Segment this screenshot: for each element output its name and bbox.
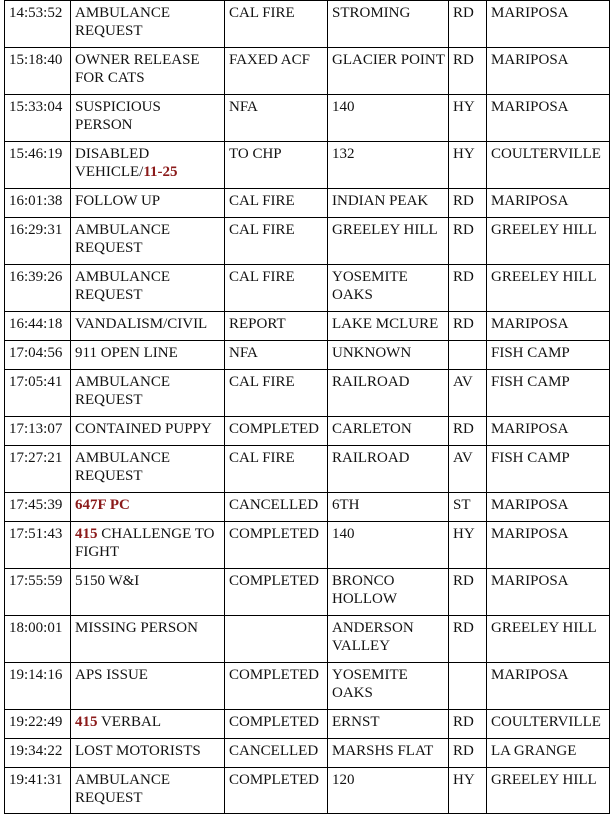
street-cell: 132 [328, 142, 449, 189]
disposition-cell: COMPLETED [225, 522, 328, 569]
disposition-cell: CAL FIRE [225, 218, 328, 265]
city-cell: MARIPOSA [487, 1, 610, 48]
call-type-text: LOST MOTORISTS [75, 743, 201, 759]
call-code-highlight: 11-25 [143, 164, 178, 180]
street-cell: YOSEMITE OAKS [328, 663, 449, 710]
disposition-cell: CANCELLED [225, 493, 328, 522]
call-type-text: APS ISSUE [75, 667, 148, 683]
street-type-cell: HY [449, 95, 487, 142]
call-type-text: DISABLED VEHICLE/ [75, 146, 150, 180]
street-type-cell: AV [449, 446, 487, 493]
table-row [5, 312, 610, 341]
street-cell: GLACIER POINT [328, 48, 449, 95]
city-cell: COULTERVILLE [487, 142, 610, 189]
street-cell: UNKNOWN [328, 341, 449, 370]
street-type-cell: RD [449, 218, 487, 265]
table-row [5, 95, 610, 142]
time-cell: 17:04:56 [5, 341, 71, 370]
city-cell: MARIPOSA [487, 95, 610, 142]
street-type-cell: ST [449, 493, 487, 522]
street-type-cell: RD [449, 739, 487, 768]
disposition-cell: COMPLETED [225, 663, 328, 710]
street-type-cell: RD [449, 710, 487, 739]
call-code-highlight: 647F PC [75, 497, 130, 513]
table-row [5, 189, 610, 218]
call-type-cell [71, 142, 225, 189]
call-type-cell [71, 446, 225, 493]
street-cell: BRONCO HOLLOW [328, 569, 449, 616]
table-row [5, 48, 610, 95]
street-cell: 120 [328, 768, 449, 814]
time-cell: 16:44:18 [5, 312, 71, 341]
call-type-text: VERBAL [97, 714, 161, 730]
call-type-cell [71, 739, 225, 768]
call-type-text: AMBULANCE REQUEST [75, 269, 171, 303]
street-cell: CARLETON [328, 417, 449, 446]
city-cell: MARIPOSA [487, 417, 610, 446]
call-type-cell [71, 616, 225, 663]
table-row [5, 710, 610, 739]
call-type-cell [71, 522, 225, 569]
call-type-text: AMBULANCE REQUEST [75, 450, 171, 484]
table-row [5, 569, 610, 616]
call-type-cell [71, 265, 225, 312]
street-type-cell: HY [449, 768, 487, 814]
table-row [5, 616, 610, 663]
time-cell: 19:34:22 [5, 739, 71, 768]
time-cell: 17:45:39 [5, 493, 71, 522]
table-row [5, 265, 610, 312]
disposition-cell: CAL FIRE [225, 446, 328, 493]
disposition-cell: COMPLETED [225, 768, 328, 814]
street-type-cell: RD [449, 265, 487, 312]
call-code-highlight: 415 [75, 526, 98, 542]
table-row [5, 446, 610, 493]
street-type-cell: RD [449, 312, 487, 341]
time-cell: 19:22:49 [5, 710, 71, 739]
street-cell: STROMING [328, 1, 449, 48]
call-type-text: AMBULANCE REQUEST [75, 772, 171, 806]
call-type-cell [71, 48, 225, 95]
disposition-cell: FAXED ACF [225, 48, 328, 95]
city-cell: GREELEY HILL [487, 616, 610, 663]
street-cell: LAKE MCLURE [328, 312, 449, 341]
table-row [5, 1, 610, 48]
call-type-cell [71, 663, 225, 710]
city-cell: MARIPOSA [487, 189, 610, 218]
street-cell: RAILROAD [328, 446, 449, 493]
street-cell: INDIAN PEAK [328, 189, 449, 218]
disposition-cell: COMPLETED [225, 710, 328, 739]
city-cell: LA GRANGE [487, 739, 610, 768]
street-cell: RAILROAD [328, 370, 449, 417]
time-cell: 17:51:43 [5, 522, 71, 569]
time-cell: 18:00:01 [5, 616, 71, 663]
call-type-text: 911 OPEN LINE [75, 345, 178, 361]
disposition-cell: NFA [225, 95, 328, 142]
street-type-cell: RD [449, 1, 487, 48]
time-cell: 15:46:19 [5, 142, 71, 189]
street-cell: ANDERSON VALLEY [328, 616, 449, 663]
street-type-cell: HY [449, 522, 487, 569]
time-cell: 14:53:52 [5, 1, 71, 48]
street-cell: 6TH [328, 493, 449, 522]
table-row [5, 417, 610, 446]
call-type-text: MISSING PERSON [75, 620, 198, 636]
call-type-cell [71, 1, 225, 48]
table-row [5, 341, 610, 370]
street-type-cell: RD [449, 616, 487, 663]
city-cell: FISH CAMP [487, 446, 610, 493]
call-type-text: FOLLOW UP [75, 193, 161, 209]
call-type-text: SUSPICIOUS PERSON [75, 99, 161, 133]
call-type-text: AMBULANCE REQUEST [75, 5, 171, 39]
call-type-cell [71, 341, 225, 370]
call-type-text: CHALLENGE TO FIGHT [75, 526, 215, 560]
street-cell: 140 [328, 522, 449, 569]
street-type-cell: RD [449, 48, 487, 95]
time-cell: 17:13:07 [5, 417, 71, 446]
street-type-cell [449, 663, 487, 710]
call-type-text: 5150 W&I [75, 573, 140, 589]
time-cell: 17:05:41 [5, 370, 71, 417]
street-type-cell [449, 341, 487, 370]
call-code-highlight: 415 [75, 714, 98, 730]
call-type-cell [71, 95, 225, 142]
call-type-cell [71, 218, 225, 265]
disposition-cell: CAL FIRE [225, 265, 328, 312]
call-log-body [5, 1, 610, 814]
call-type-cell [71, 370, 225, 417]
street-type-cell: HY [449, 142, 487, 189]
call-type-text: AMBULANCE REQUEST [75, 374, 171, 408]
disposition-cell: TO CHP [225, 142, 328, 189]
disposition-cell: REPORT [225, 312, 328, 341]
time-cell: 16:39:26 [5, 265, 71, 312]
table-row [5, 739, 610, 768]
call-type-cell [71, 493, 225, 522]
disposition-cell: CAL FIRE [225, 1, 328, 48]
street-cell: 140 [328, 95, 449, 142]
time-cell: 17:55:59 [5, 569, 71, 616]
city-cell: FISH CAMP [487, 370, 610, 417]
call-type-text: CONTAINED PUPPY [75, 421, 212, 437]
street-cell: ERNST [328, 710, 449, 739]
city-cell: FISH CAMP [487, 341, 610, 370]
city-cell: MARIPOSA [487, 569, 610, 616]
time-cell: 15:33:04 [5, 95, 71, 142]
city-cell: MARIPOSA [487, 312, 610, 341]
city-cell: COULTERVILLE [487, 710, 610, 739]
disposition-cell: CANCELLED [225, 739, 328, 768]
table-row [5, 218, 610, 265]
disposition-cell: COMPLETED [225, 569, 328, 616]
city-cell: GREELEY HILL [487, 768, 610, 814]
street-cell: YOSEMITE OAKS [328, 265, 449, 312]
time-cell: 19:41:31 [5, 768, 71, 814]
call-log-table [4, 0, 610, 814]
disposition-cell: CAL FIRE [225, 370, 328, 417]
street-type-cell: RD [449, 189, 487, 218]
disposition-cell: CAL FIRE [225, 189, 328, 218]
city-cell: MARIPOSA [487, 663, 610, 710]
table-row [5, 663, 610, 710]
time-cell: 17:27:21 [5, 446, 71, 493]
call-type-text: VANDALISM/CIVIL [75, 316, 208, 332]
table-row [5, 768, 610, 814]
street-type-cell: AV [449, 370, 487, 417]
street-type-cell: RD [449, 569, 487, 616]
table-row [5, 522, 610, 569]
call-type-text: OWNER RELEASE FOR CATS [75, 52, 200, 86]
city-cell: MARIPOSA [487, 522, 610, 569]
time-cell: 19:14:16 [5, 663, 71, 710]
call-type-cell [71, 417, 225, 446]
call-type-text: AMBULANCE REQUEST [75, 222, 171, 256]
table-row [5, 370, 610, 417]
street-cell: MARSHS FLAT [328, 739, 449, 768]
table-row [5, 142, 610, 189]
disposition-cell [225, 616, 328, 663]
disposition-cell: COMPLETED [225, 417, 328, 446]
city-cell: MARIPOSA [487, 493, 610, 522]
call-type-cell [71, 569, 225, 616]
time-cell: 16:01:38 [5, 189, 71, 218]
city-cell: GREELEY HILL [487, 265, 610, 312]
street-type-cell: RD [449, 417, 487, 446]
table-row [5, 493, 610, 522]
call-type-cell [71, 312, 225, 341]
time-cell: 16:29:31 [5, 218, 71, 265]
time-cell: 15:18:40 [5, 48, 71, 95]
call-type-cell [71, 189, 225, 218]
street-cell: GREELEY HILL [328, 218, 449, 265]
city-cell: GREELEY HILL [487, 218, 610, 265]
call-type-cell [71, 768, 225, 814]
call-type-cell [71, 710, 225, 739]
city-cell: MARIPOSA [487, 48, 610, 95]
disposition-cell: NFA [225, 341, 328, 370]
